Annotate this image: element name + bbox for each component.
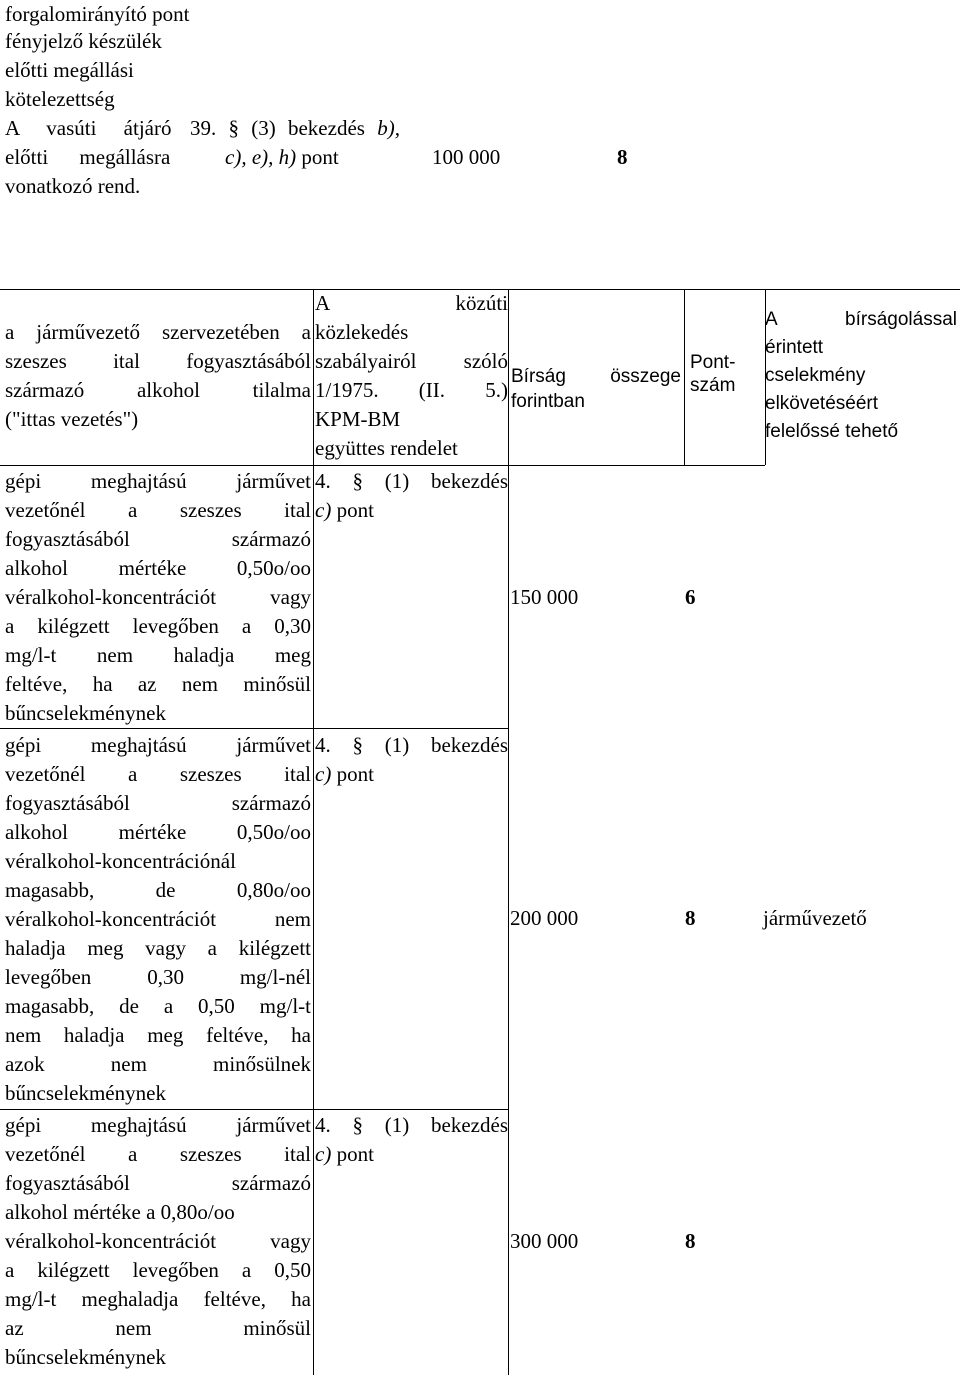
header-offense — [5, 318, 311, 434]
row-1-bottom-border — [0, 728, 508, 729]
ref-line-b — [315, 760, 508, 789]
prev-line-3: előtti megállási — [5, 58, 134, 82]
offense-line: vezetőnél a szeszes ital — [5, 1142, 311, 1166]
offense-line: nem haladja meg feltéve, ha — [5, 1023, 311, 1047]
row-3-amount: 300 000 — [510, 1229, 579, 1253]
ref-italic: c) — [315, 762, 332, 786]
row-2-offense — [5, 731, 311, 1108]
header-regulation-line: KPM-BM — [315, 407, 401, 431]
offense-line: alkohol mértéke 0,50o/oo — [5, 556, 311, 580]
offense-line: magasabb, de a 0,50 mg/l-t — [5, 994, 311, 1018]
offense-line: a kilégzett levegőben a 0,50 — [5, 1258, 311, 1282]
row-2-bottom-border — [0, 1109, 508, 1110]
row-1-points: 6 — [685, 585, 696, 609]
offense-line: levegőben 0,30 mg/l-nél — [5, 965, 311, 989]
offense-line: vezetőnél a szeszes ital — [5, 762, 311, 786]
header-offense-line: szeszes ital fogyasztásából — [5, 349, 311, 373]
header-regulation-line: szabályairól szóló — [315, 349, 508, 373]
ref-line-a: 4. § (1) bekezdés — [315, 469, 508, 493]
offense-line: feltéve, ha az nem minősül — [5, 672, 311, 696]
offense-line: gépi meghajtású járművet — [5, 733, 311, 757]
prev-ref-5a: 39. § (3) bekezdés — [190, 116, 378, 140]
header-regulation-line: 1/1975. (II. 5.) — [315, 378, 508, 402]
ref-line-a: 4. § (1) bekezdés — [315, 1113, 508, 1137]
offense-line: fogyasztásából származó — [5, 527, 311, 551]
prev-line-4: kötelezettség — [5, 87, 115, 111]
offense-line: mg/l-t meghaladja feltéve, ha — [5, 1287, 311, 1311]
offense-line: véralkohol-koncentrációt nem — [5, 907, 311, 931]
offense-line: a kilégzett levegőben a 0,30 — [5, 614, 311, 638]
header-regulation — [315, 289, 508, 463]
prev-line-7: vonatkozó rend. — [5, 174, 141, 198]
prev-line-6-left: előtti megállásra — [5, 145, 171, 169]
offense-line: az nem minősül — [5, 1316, 311, 1340]
ref-rest: pont — [331, 762, 374, 786]
header-bottom-border — [0, 465, 765, 466]
prev-ref-6b: pont — [296, 145, 339, 169]
row-3-offense — [5, 1111, 311, 1372]
header-responsible-line: A bírságolással — [765, 309, 957, 330]
prev-amount: 100 000 — [432, 145, 501, 169]
offense-line: véralkohol-koncentrációt vagy — [5, 585, 311, 609]
header-offense-line: származó alkohol tilalma — [5, 378, 311, 402]
header-responsible-line: elkövetéséért — [765, 393, 879, 414]
prev-line-5-left: A vasúti átjáró — [5, 116, 172, 140]
prev-line-5 — [5, 114, 193, 143]
row-1-regulation-ref — [315, 467, 508, 525]
header-points-line: szám — [690, 375, 736, 396]
header-offense-line: ("ittas vezetés") — [5, 407, 139, 431]
prev-line-1: forgalomirányító pont — [5, 2, 190, 26]
offense-line: gépi meghajtású járművet — [5, 1113, 311, 1137]
offense-line: gépi meghajtású járművet — [5, 469, 311, 493]
offense-line: bűncselekménynek — [5, 701, 166, 725]
prev-line-5-ref — [190, 114, 400, 143]
prev-line-6 — [5, 143, 170, 172]
offense-line: véralkohol-koncentrációt vagy — [5, 1229, 311, 1253]
offense-line: haladja meg vagy a kilégzett — [5, 936, 311, 960]
prev-line-2: fényjelző készülék — [5, 29, 162, 53]
header-fine-line: Bírság összege — [511, 366, 681, 387]
offense-line: azok nem minősülnek — [5, 1052, 311, 1076]
col-divider-3 — [684, 289, 685, 465]
header-regulation-line: együttes rendelet — [315, 436, 458, 460]
ref-italic: c) — [315, 1142, 332, 1166]
header-responsible-line: felelőssé tehető — [765, 421, 899, 442]
ref-line-b — [315, 1140, 508, 1169]
ref-line-a: 4. § (1) bekezdés — [315, 733, 508, 757]
col-divider-1 — [313, 289, 314, 1375]
ref-rest: pont — [331, 498, 374, 522]
row-2-regulation-ref — [315, 731, 508, 789]
offense-line: bűncselekménynek — [5, 1081, 166, 1105]
offense-line: bűncselekménynek — [5, 1345, 166, 1369]
header-points — [690, 348, 760, 400]
prev-points: 8 — [617, 145, 628, 169]
offense-line: alkohol mértéke a 0,80o/oo — [5, 1200, 235, 1224]
responsible-party: járművezető — [763, 906, 867, 930]
header-responsible — [765, 306, 957, 446]
row-3-points: 8 — [685, 1229, 696, 1253]
header-fine-line: forintban — [511, 391, 585, 412]
offense-line: véralkohol-koncentrációnál — [5, 849, 236, 873]
offense-line: alkohol mértéke 0,50o/oo — [5, 820, 311, 844]
offense-line: mg/l-t nem haladja meg — [5, 643, 311, 667]
prev-line-6-ref — [225, 143, 339, 172]
header-regulation-line: A közúti — [315, 291, 508, 315]
row-3-regulation-ref — [315, 1111, 508, 1169]
ref-italic: c) — [315, 498, 332, 522]
row-1-offense — [5, 467, 311, 728]
prev-ref-6a: c), e), h) — [225, 145, 297, 169]
offense-line: fogyasztásából származó — [5, 791, 311, 815]
header-responsible-line: érintett — [765, 337, 824, 358]
header-offense-line: a járművezető szervezetében a — [5, 320, 311, 344]
offense-line: fogyasztásából származó — [5, 1171, 311, 1195]
offense-line: vezetőnél a szeszes ital — [5, 498, 311, 522]
row-2-points: 8 — [685, 906, 696, 930]
ref-rest: pont — [331, 1142, 374, 1166]
header-points-line: Pont- — [690, 352, 736, 373]
header-responsible-line: cselekmény — [765, 365, 866, 386]
row-1-amount: 150 000 — [510, 585, 579, 609]
ref-line-b — [315, 496, 508, 525]
row-2-amount: 200 000 — [510, 906, 579, 930]
offense-line: magasabb, de 0,80o/oo — [5, 878, 311, 902]
header-fine — [511, 362, 681, 416]
prev-ref-5b: b), — [377, 116, 400, 140]
header-regulation-line: közlekedés — [315, 320, 409, 344]
col-divider-2 — [508, 289, 509, 1375]
